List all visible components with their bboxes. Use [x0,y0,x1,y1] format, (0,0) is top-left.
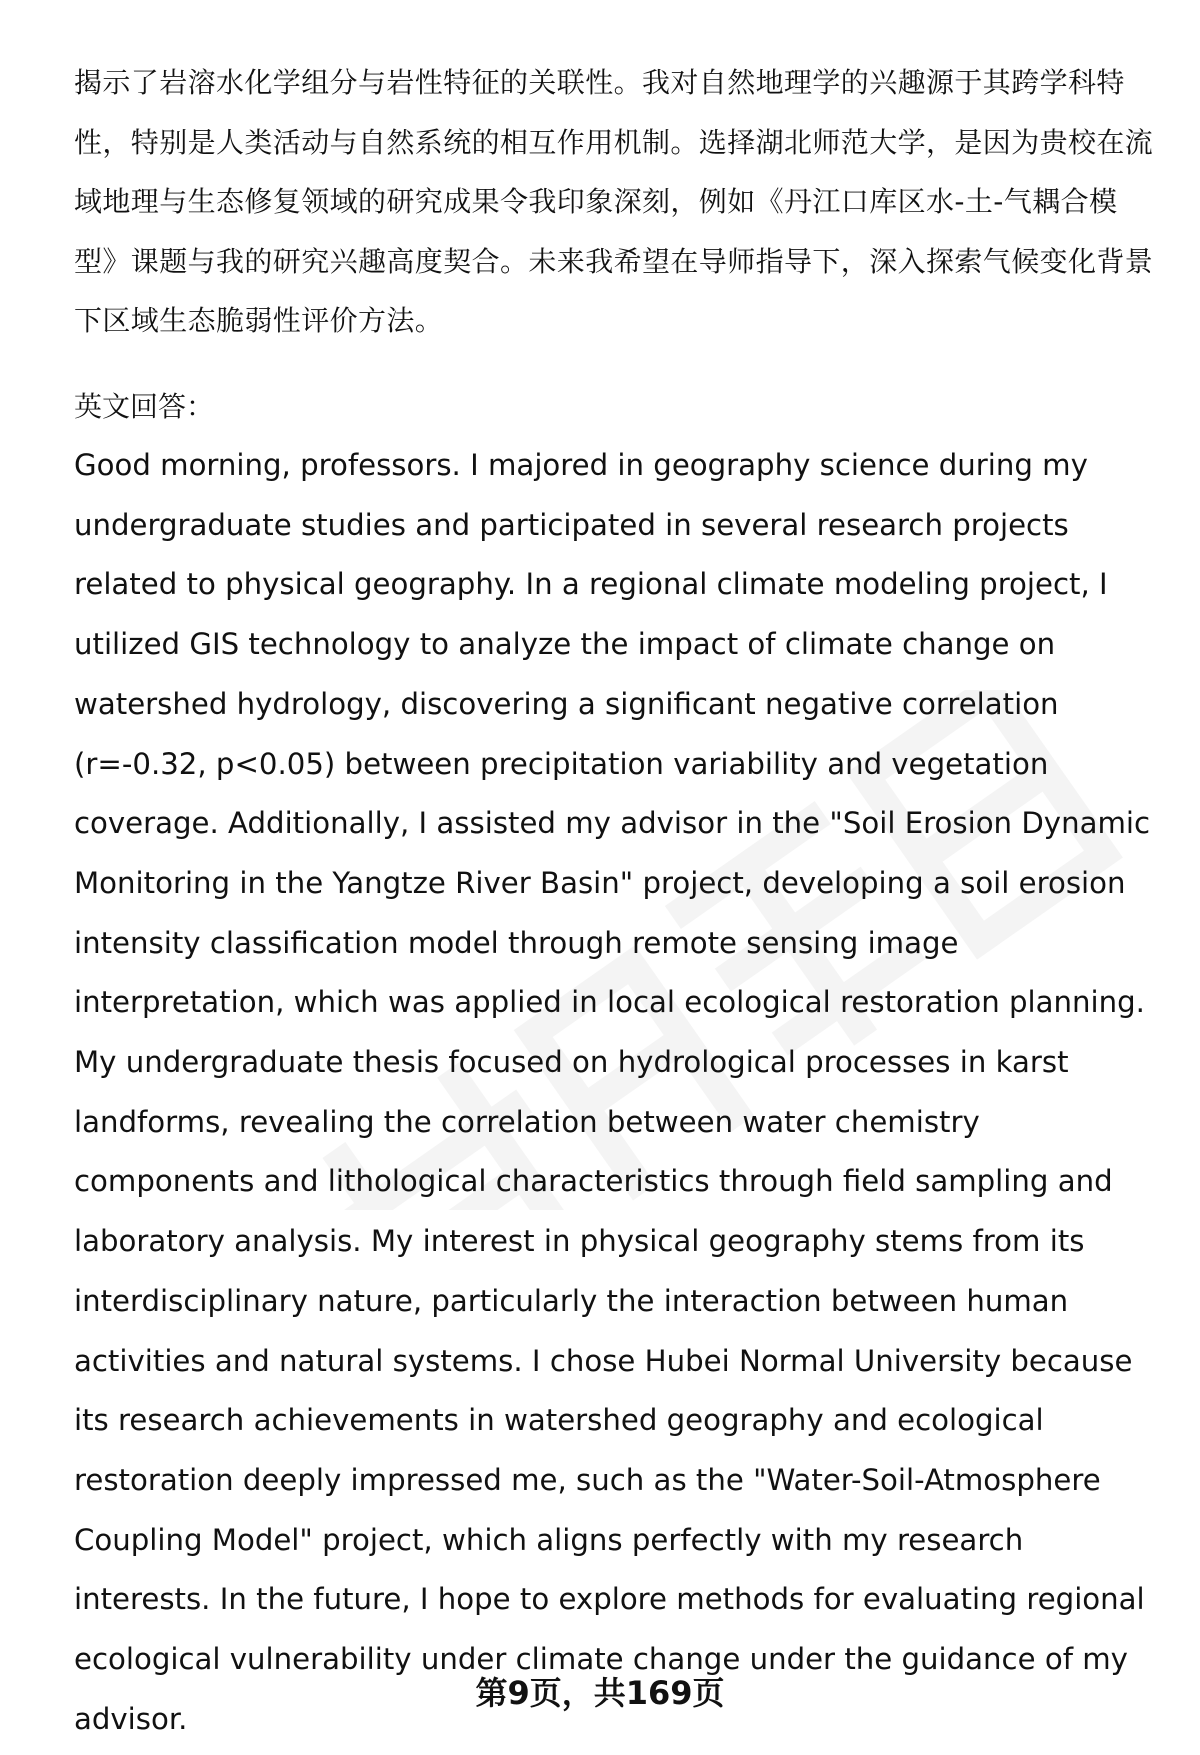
english-answer-label: 英文回答： [74,390,215,423]
english-answer-paragraph: Good morning, professors. I majored in geography science during my undergraduate studies and participated in several research projects related to physical geography. In a regional climate modeling project, I utilized GIS technology to analyze the impact of climate change on watershed hydrology, discovering a significant negative correlation (r=-0.32, p<0.05) between precipitation variability and vegetation coverage. Additionally, I assisted my advisor in the "Soil Erosion Dynamic Monitoring in the Yangtze River Basin" project, developing a soil erosion intensity classification model through remote sensing image interpretation, which was applied in local ecological restoration planning. My undergraduate thesis focused on hydrological processes in karst landforms, revealing the correlation between water chemistry components and lithological characteristics through field sampling and laboratory analysis. My interest in physical geography stems from its interdisciplinary nature, particularly the interaction between human activities and natural systems. I chose Hubei Normal University because its research achievements in watershed geography and ecological restoration deeply impressed me, such as the "Water-Soil-Atmosphere Coupling Model" project, which aligns perfectly with my research interests. In the future, I hope to explore methods for evaluating regional ecological vulnerability under climate change under the guidance of my advisor. [74,448,1151,1736]
chinese-paragraph: 揭示了岩溶水化学组分与岩性特征的关联性。我对自然地理学的兴趣源于其跨学科特性，特别是人类活动与自然系统的相互作用机制。选择湖北师范大学，是因为贵校在流域地理与生态修复领域的研究成果令我印象深刻，例如《丹江口库区水-土-气耦合模型》课题与我的研究兴趣高度契合。未来我希望在导师指导下，深入探索气候变化背景下区域生态脆弱性评价方法。 [74,66,1154,337]
page-number: 第9页，共169页 [475,1674,725,1712]
